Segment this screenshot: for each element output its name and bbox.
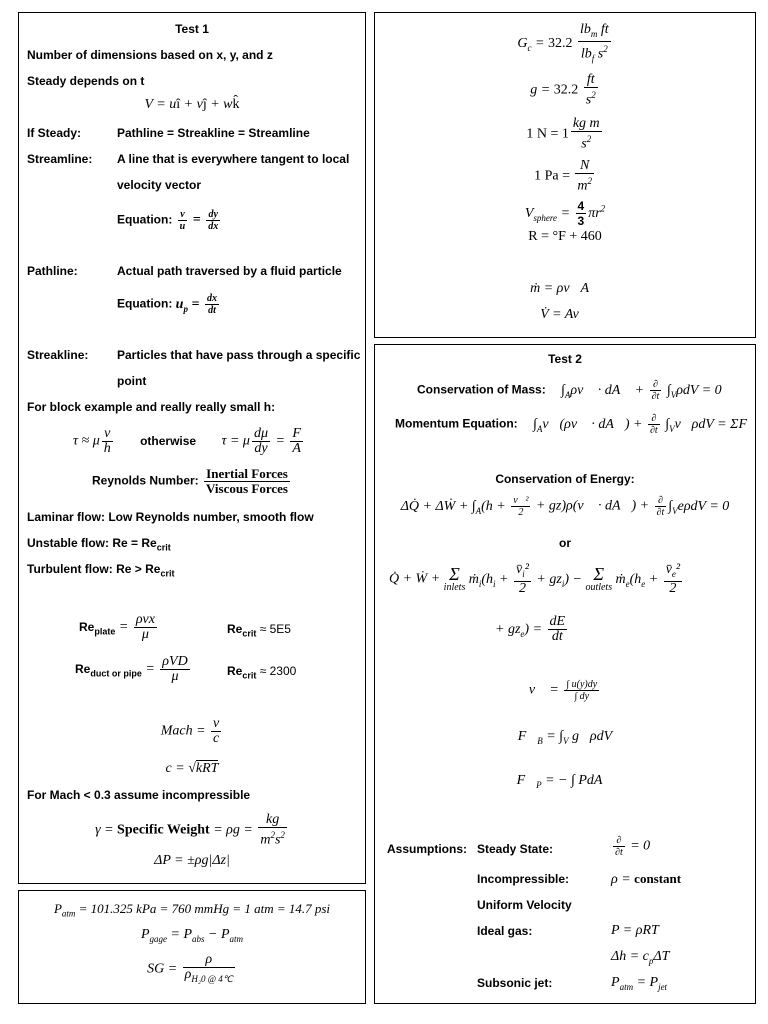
re-crit-duct: $Re_{crit} \approx 2300$ — [227, 664, 297, 681]
energy-eq-1: ΔQ̇ + ΔẆ + $\int_A(h$ + $\frac{\text{v⃗²}}{2}$ + gz)ρ(v⃗ · dA⃗) + $\frac{\partial}{\partial t}$ $\int_Ve\rho dV = 0$ — [400, 495, 730, 518]
re-duct-eq: $Re_{duct or pipe}$ = $\frac{\text{ρVD}}{\mu}$ — [75, 654, 188, 684]
conservation-of-mass: Conservation of Mass: $\int_A\rho v⃗$ · dA⃗ + $\frac{\partial}{\partial t}$ $\int_V\rho dV = 0$ — [417, 379, 722, 402]
if-steady-text: Pathline = Streakline = Streamline — [117, 126, 310, 140]
momentum-equation: Momentum Equation: $\int_Av⃗(\rho v⃗$ · dA⃗) + $\frac{\partial}{\partial t}$ $\int_Vv⃗\rho dV$ = ΣF⃗ — [395, 413, 758, 436]
ideal-gas-eq: P = ρRT — [611, 923, 659, 938]
energy-eq-2: Q̇ + Ẇ + Σ inlets $ṁ_i(h_i$ + $\frac{v̄_i^2}{2}$ + $gz_i$) − Σ outlets $ṁ_e(h_e$ + $\frac{v̄_e^2}{2}$ — [389, 562, 681, 596]
pathline-text: Actual path traversed by a fluid particle — [117, 264, 342, 278]
shear-stress-eq: τ ≈ μ $\frac{v}{h}$ otherwise τ = μ $\frac{d\mu}{dy}$ = $\frac{F}{A}$ — [73, 426, 301, 456]
viscous-forces: Viscous Forces — [206, 481, 288, 496]
re-crit-plate: $Re_{crit} \approx 5E5$ — [227, 622, 291, 639]
newton-eq: 1 N = 1 $\frac{\text{kg m}}{s^2}$ — [526, 116, 600, 152]
pgage-eq: $P_{gage} = P_{abs} - P_{atm}$ — [140, 927, 244, 944]
specific-gravity-eq: SG = $\frac{\rho}{\rho_{H_20 @ 4℃}}$ — [147, 952, 233, 984]
block-example-note: For block example and really really small h: — [27, 400, 276, 414]
equation-label: Equation: — [117, 212, 173, 227]
pathline-label: Pathline: — [27, 264, 78, 278]
sphere-volume-eq: $V_{sphere}$ = $\frac{4}{3}$ $\pi r^2$ — [524, 199, 606, 228]
inertial-forces: Inertial Forces — [204, 467, 290, 482]
specific-weight-label: Specific Weight — [117, 822, 210, 838]
equation-label-2: Equation: — [117, 296, 173, 311]
energy-eq-2-cont: + $gz_e$) = $\frac{dE}{dt}$ — [495, 614, 566, 644]
steady-state-eq: $\frac{\partial}{\partial t}$ = 0 — [615, 835, 651, 858]
otherwise-text: otherwise — [140, 433, 197, 448]
steady-state-label: Steady State: — [477, 842, 554, 856]
re-plate-eq: $Re_{plate}$ = $\frac{\text{ρvx}}{\mu}$ — [79, 612, 155, 642]
incompressible-label: Incompressible: — [477, 872, 570, 886]
mach-eq: Mach = $\frac{v}{c}$ — [160, 716, 220, 746]
gc-eq: $G_c = 32.2$ $\frac{lb_m ft}{lb_f s^2}$ — [517, 22, 609, 64]
reynolds-number-def — [19, 467, 365, 496]
streamline-text-1: A line that is everywhere tangent to local — [117, 152, 350, 166]
streakline-label: Streakline: — [27, 348, 89, 362]
test2-box — [374, 344, 756, 1004]
specific-weight-eq: γ = Specific Weight = ρg = $\frac{kg}{m^2s^2}$ — [95, 812, 285, 848]
test1-box — [18, 12, 366, 884]
steady-note: Steady depends on t — [27, 74, 145, 88]
energy-label: Conservation of Energy: — [495, 472, 635, 486]
turbulent-note: Turbulent flow: $Re > Re_{crit}$ — [27, 562, 175, 579]
body-force-eq: $F⃗_B = \int_V$ g⃗ρdV — [517, 729, 613, 746]
velocity-vector-eq: V = uî + vĵ + wk̂ — [144, 97, 240, 112]
test2-heading: Test 2 — [548, 352, 582, 366]
volume-flow-eq: V̇ = Av⃗ — [540, 307, 590, 322]
ideal-gas-label: Ideal gas: — [477, 924, 533, 938]
pressure-force-eq: $F⃗_P$ = − ∫ PdA⃗ — [516, 773, 614, 790]
subsonic-jet-eq: $P_{atm} = P_{jet}$ — [611, 975, 668, 992]
streamline-equation: Equation: $\frac{v}{u}$ = $\frac{dy}{dx}$ — [117, 209, 219, 232]
units-box — [374, 12, 756, 338]
rankine-eq: R = °F + 460 — [528, 229, 602, 244]
pressure-box — [18, 890, 366, 1004]
uniform-velocity-label: Uniform Velocity — [477, 898, 572, 912]
gravity-eq: g = 32.2 $\frac{ft}{s^2}$ — [530, 72, 596, 108]
avg-velocity-eq: v⃗ = $\frac{\int u(y)dy}{\int dy}$ — [528, 679, 598, 702]
if-steady-label: If Steady: — [27, 126, 82, 140]
mass-flow-eq: ṁ = ρv⃗A⃗ — [530, 281, 600, 296]
speed-of-sound-eq: c = √kRT — [165, 761, 219, 776]
enthalpy-eq: $\Delta h = c_p\Delta T$ — [611, 949, 670, 966]
dimensions-note: Number of dimensions based on x, y, and z — [27, 48, 273, 62]
patm-eq: $P_{atm} = 101.325$ kPa = 760 mmHg = 1 atm = 14.7 psi — [53, 901, 331, 919]
hydrostatic-eq: ΔP = ±ρg|Δz| — [154, 853, 230, 868]
streamline-label: Streamline: — [27, 152, 93, 166]
assumptions-label: Assumptions: — [387, 842, 468, 856]
streakline-text-2: point — [117, 374, 147, 388]
test1-heading: Test 1 — [175, 22, 209, 36]
laminar-note: Laminar flow: Low Reynolds number, smooth flow — [27, 510, 314, 524]
or-text: or — [559, 536, 571, 550]
incompressible-eq: ρ = constant — [611, 871, 682, 887]
mach-note: For Mach < 0.3 assume incompressible — [27, 788, 251, 802]
unstable-note: Unstable flow: $Re = Re_{crit}$ — [27, 536, 171, 553]
reynolds-label: Reynolds Number: — [92, 473, 199, 488]
streamline-text-2: velocity vector — [117, 178, 202, 192]
subsonic-jet-label: Subsonic jet: — [477, 976, 553, 990]
streakline-text-1: Particles that have pass through a specific — [117, 348, 361, 362]
pathline-equation: Equation: $u_p$ = $\frac{dx}{dt}$ — [117, 293, 217, 316]
pascal-eq: 1 Pa = $\frac{N}{m^2}$ — [534, 158, 592, 194]
